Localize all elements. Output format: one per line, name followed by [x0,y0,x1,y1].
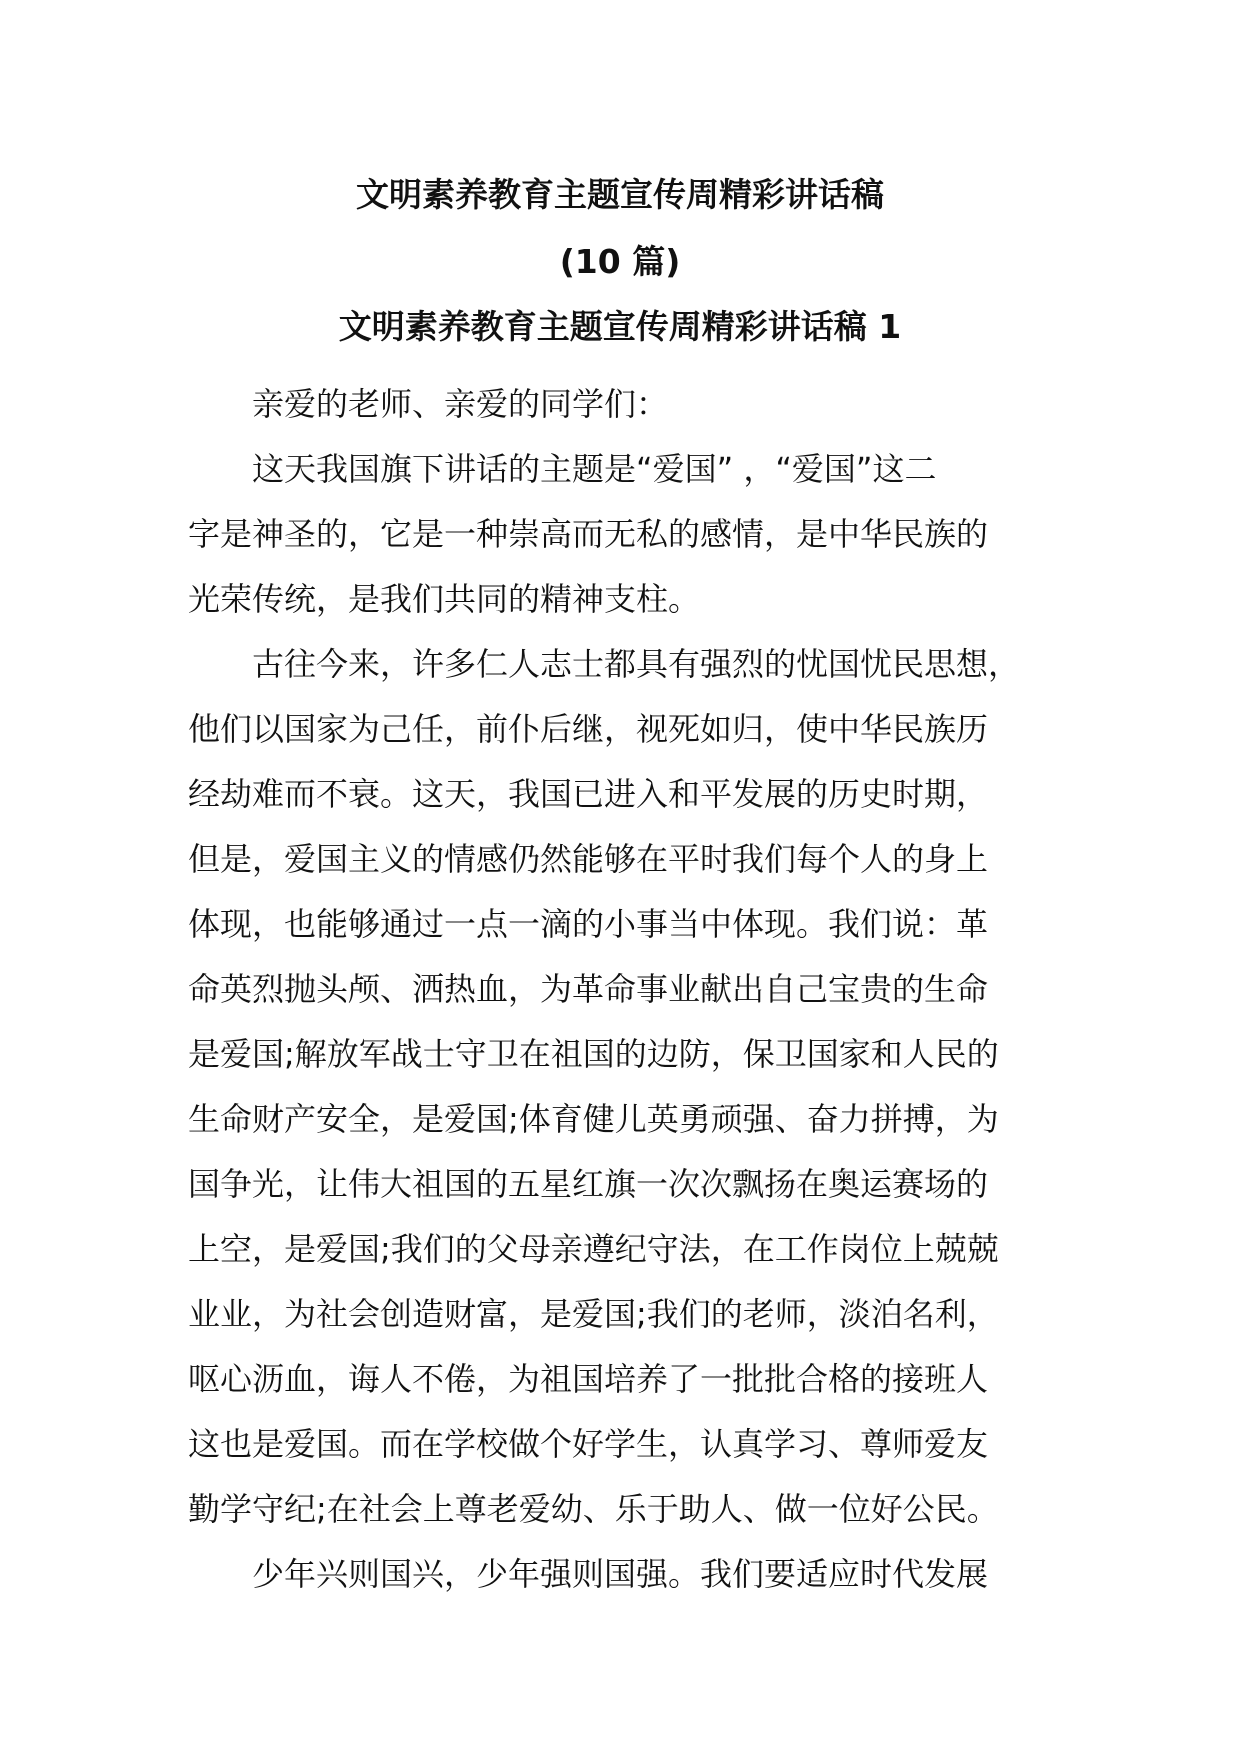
text-line: 光荣传统，是我们共同的精神支柱。 [188,580,701,618]
text-line: 经劫难而不衰。这天，我国已进入和平发展的历史时期， [188,775,989,813]
text-line: 生命财产安全，是爱国;体育健儿英勇顽强、奋力拼搏，为 [188,1100,999,1138]
paragraph [188,632,1088,1542]
text-line: 勤学守纪;在社会上尊老爱幼、乐于助人、做一位好公民。 [188,1490,999,1528]
paragraph-greeting [188,372,1088,437]
text-line: 古往今来，许多仁人志士都具有强烈的忧国忧民思想， [252,645,1021,683]
document-body [188,372,1088,1607]
text-line: 字是神圣的，它是一种崇高而无私的感情，是中华民族的 [188,515,989,553]
text-line: 国争光，让伟大祖国的五星红旗一次次飘扬在奥运赛场的 [188,1165,989,1203]
text-line: 命英烈抛头颅、洒热血，为革命事业献出自己宝贵的生命 [188,970,989,1008]
text-line: 体现，也能够通过一点一滴的小事当中体现。我们说：革 [188,905,989,943]
paragraph [188,1542,1088,1607]
text-line: 上空，是爱国;我们的父母亲遵纪守法，在工作岗位上兢兢 [188,1230,999,1268]
text-line: 他们以国家为己任，前仆后继，视死如归，使中华民族历 [188,710,989,748]
text-line: 是爱国;解放军战士守卫在祖国的边防，保卫国家和人民的 [188,1035,999,1073]
section-heading: 文明素养教育主题宣传周精彩讲话稿 1 [338,307,902,346]
text-line: 这也是爱国。而在学校做个好学生，认真学习、尊师爱友 [188,1425,989,1463]
text-line: 呕心沥血，诲人不倦，为祖国培养了一批批合格的接班人 [188,1360,989,1398]
paragraph [188,437,1088,632]
text-line: 这天我国旗下讲话的主题是“爱国” ，“爱国”这二 [252,450,937,488]
document-title: 文明素养教育主题宣传周精彩讲话稿 [356,175,884,214]
text-line: 但是，爱国主义的情感仍然能够在平时我们每个人的身上 [188,840,989,878]
text-line: 业业，为社会创造财富，是爱国;我们的老师，淡泊名利， [188,1295,999,1333]
text-line: 亲爱的老师、亲爱的同学们： [252,385,669,423]
text-line: 少年兴则国兴，少年强则国强。我们要适应时代发展 [252,1555,989,1593]
document-title-count: (10 篇) [559,242,681,281]
